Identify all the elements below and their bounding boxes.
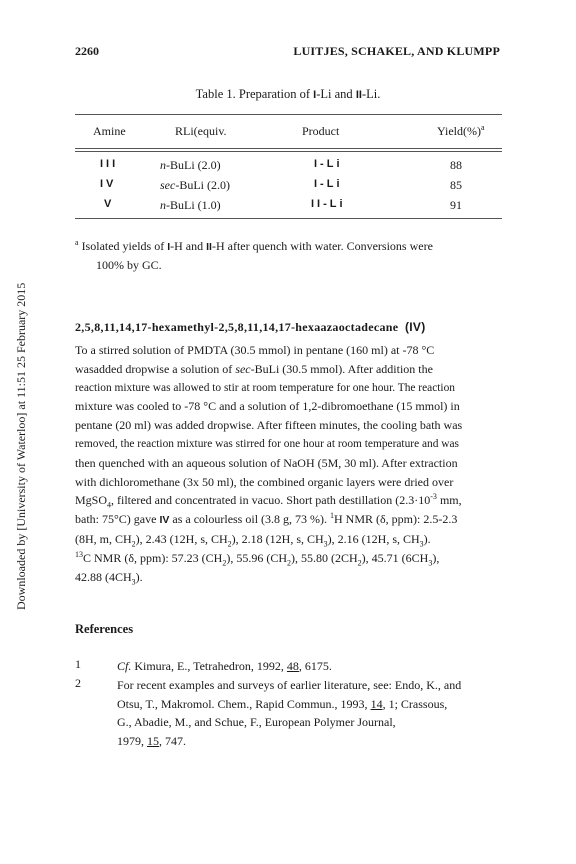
procedure-subscript: 3 (419, 539, 424, 549)
row-3-product: II-Li (311, 198, 346, 210)
procedure-line: reaction mixture was allowed to stir at room temperature for one hour. The reaction (75, 381, 455, 394)
reference-entry-1 (117, 657, 505, 676)
row-2-amine: IV (100, 178, 117, 190)
reference-number: 1 (75, 657, 81, 671)
reference-cf: Cf. (117, 659, 132, 673)
table-top-rule (75, 114, 502, 115)
procedure-text: -BuLi (30.5 mmol). After addition the (250, 361, 433, 376)
procedure-subscript: 4 (107, 500, 112, 510)
procedure-subscript: 3 (428, 558, 433, 568)
row-1-rli (160, 158, 221, 173)
procedure-italic: sec (235, 361, 251, 376)
caption-prefix: Table 1. Preparation of (195, 87, 314, 101)
reference-text: Otsu, T., Makromol. Chem., Rapid Commun., 1993, (117, 696, 371, 711)
procedure-text: ), 45.71 (6CH (361, 550, 429, 565)
caption-suffix-2: -Li. (361, 87, 381, 101)
reference-line: For recent examples and surveys of earlier literature, see: Endo, K., and (117, 678, 462, 692)
procedure-superscript: -3 (430, 492, 437, 502)
procedure-line: removed, the reaction mixture was stirred for one hour at room temperature and was (75, 437, 459, 450)
column-header-yield-text: Yield(%) (437, 124, 481, 138)
procedure-text: 42.88 (4CH (75, 569, 132, 584)
procedure-subscript: 2 (227, 539, 232, 549)
column-header-amine: Amine (93, 124, 126, 138)
column-header-rli: RLi(equiv. (175, 124, 227, 138)
reference-number: 2 (75, 676, 81, 690)
table-caption (0, 87, 576, 102)
procedure-text: ). (135, 569, 143, 584)
procedure-subscript: 2 (287, 558, 291, 568)
footnote-roman-2: II (206, 241, 212, 253)
download-watermark: Downloaded by [University of Waterloo] at 11:51 25 February 2015 (14, 282, 28, 610)
yield-footnote-mark: a (481, 123, 485, 132)
compound-heading (75, 320, 426, 335)
footnote-text-1: Isolated yields of (78, 239, 168, 253)
procedure-text: ), 55.80 (2CH (291, 550, 358, 565)
procedure-subscript: 2 (131, 539, 136, 549)
row-1-yield: 88 (450, 158, 462, 172)
compound-name: 2,5,8,11,14,17-hexamethyl-2,5,8,11,14,17-hexaazaoctadecane (75, 320, 399, 334)
caption-roman-2: II (355, 89, 362, 101)
row-1-rli-prefix: n (160, 158, 166, 172)
table-header-rule-2 (75, 151, 502, 152)
procedure-line: mixture was cooled to -78 °C and a solution of 1,2-dibromoethane (15 mmol) in (75, 399, 460, 414)
procedure-line (75, 549, 503, 568)
caption-suffix-1: -Li (316, 87, 332, 101)
procedure-superscript: 1 (330, 511, 335, 521)
compound-label: (IV) (404, 320, 426, 334)
reference-entry-2 (117, 676, 505, 750)
procedure-text: ), 55.96 (CH (226, 550, 287, 565)
procedure-subscript: 3 (323, 539, 328, 549)
procedure-text: C NMR (δ, ppm): 57.23 (CH (83, 550, 223, 565)
reference-line: G., Abadie, M., and Schue, F., European Polymer Journal, (117, 715, 396, 729)
reference-line (117, 732, 505, 751)
reference-volume: 48 (286, 659, 299, 673)
procedure-text: ). (423, 531, 431, 546)
row-1-amine: III (100, 158, 119, 170)
procedure-line (75, 568, 503, 587)
row-2-rli (160, 178, 230, 193)
procedure-line (75, 360, 503, 379)
row-2-yield: 85 (450, 178, 462, 192)
row-3-rli-rest: -BuLi (1.0) (166, 198, 221, 212)
row-1-rli-rest: -BuLi (2.0) (166, 158, 221, 172)
row-3-yield: 91 (450, 198, 462, 212)
procedure-text: wasadded dropwise a solution of (75, 361, 236, 376)
footnote-roman-1: I (167, 241, 171, 253)
table-footnote-line-1 (75, 237, 505, 256)
reference-text: , 747. (159, 733, 186, 748)
running-header-authors: LUITJES, SCHAKEL, AND KLUMPP (293, 44, 500, 58)
procedure-line (75, 491, 503, 510)
procedure-text: (8H, m, CH (75, 531, 132, 546)
row-3-rli-prefix: n (160, 198, 166, 212)
reference-text: , 1; Crassous, (382, 696, 448, 711)
row-1-product: I-Li (314, 158, 343, 170)
reference-volume: 15 (147, 733, 159, 748)
procedure-text: H NMR (δ, ppm): 2.5-2.3 (334, 512, 458, 527)
procedure-line (75, 510, 503, 530)
procedure-line: pentane (20 ml) was added dropwise. After fifteen minutes, the cooling bath was (75, 418, 463, 433)
footnote-text-2: -H and (170, 239, 207, 253)
row-3-amine: V (104, 198, 115, 210)
caption-roman-1: I (313, 89, 317, 101)
row-3-rli (160, 198, 221, 213)
procedure-subscript: 2 (357, 558, 362, 568)
procedure-text: ), 2.43 (12H, s, CH (135, 531, 228, 546)
table-footnote (75, 237, 505, 274)
row-2-rli-rest: -BuLi (2.0) (175, 178, 230, 192)
procedure-paragraph (75, 341, 503, 586)
column-header-product: Product (302, 124, 340, 138)
procedure-text: MgSO (75, 493, 108, 508)
procedure-text: , filtered and concentrated in vacuo. Short path destillation (2.3·10 (111, 493, 431, 508)
column-header-yield (437, 124, 485, 139)
table-footnote-line-2: 100% by GC. (96, 258, 162, 272)
caption-and: and (331, 87, 356, 101)
procedure-line (75, 530, 503, 549)
footnote-text-3: -H after quench with water. Conversions were (211, 239, 433, 253)
procedure-text: ), (432, 550, 440, 565)
procedure-text: mm, (436, 493, 462, 508)
references-heading: References (75, 622, 134, 636)
page-number: 2260 (75, 44, 99, 58)
reference-volume: 14 (370, 696, 383, 711)
footnote-mark: a (75, 238, 79, 247)
row-2-rli-prefix: sec (160, 178, 176, 192)
reference-line (117, 695, 505, 714)
procedure-subscript: 2 (222, 558, 227, 568)
procedure-subscript: 3 (131, 576, 136, 586)
procedure-text: ), 2.16 (12H, s, CH (327, 531, 420, 546)
procedure-superscript: 13 (75, 549, 83, 559)
row-2-product: I-Li (314, 178, 343, 190)
reference-text: Kimura, E., Tetrahedron, 1992, (131, 659, 287, 673)
procedure-line: To a stirred solution of PMDTA (30.5 mmol) in pentane (160 ml) at -78 °C (75, 343, 435, 357)
procedure-line: with dichloromethane (3x 50 ml), the combined organic layers were dried over (75, 474, 454, 489)
compound-ref: IV (159, 514, 170, 527)
procedure-text: bath: 75°C) gave (75, 512, 160, 527)
procedure-line: then quenched with an aqueous solution of NaOH (5M, 30 ml). After extraction (75, 455, 458, 470)
table-bottom-rule (75, 218, 502, 219)
reference-text: , 6175. (298, 659, 332, 673)
procedure-text: as a colourless oil (3.8 g, 73 %). (169, 512, 331, 527)
procedure-text: ), 2.18 (12H, s, CH (231, 531, 324, 546)
reference-text: 1979, (117, 733, 147, 748)
table-header-rule-1 (75, 148, 502, 149)
